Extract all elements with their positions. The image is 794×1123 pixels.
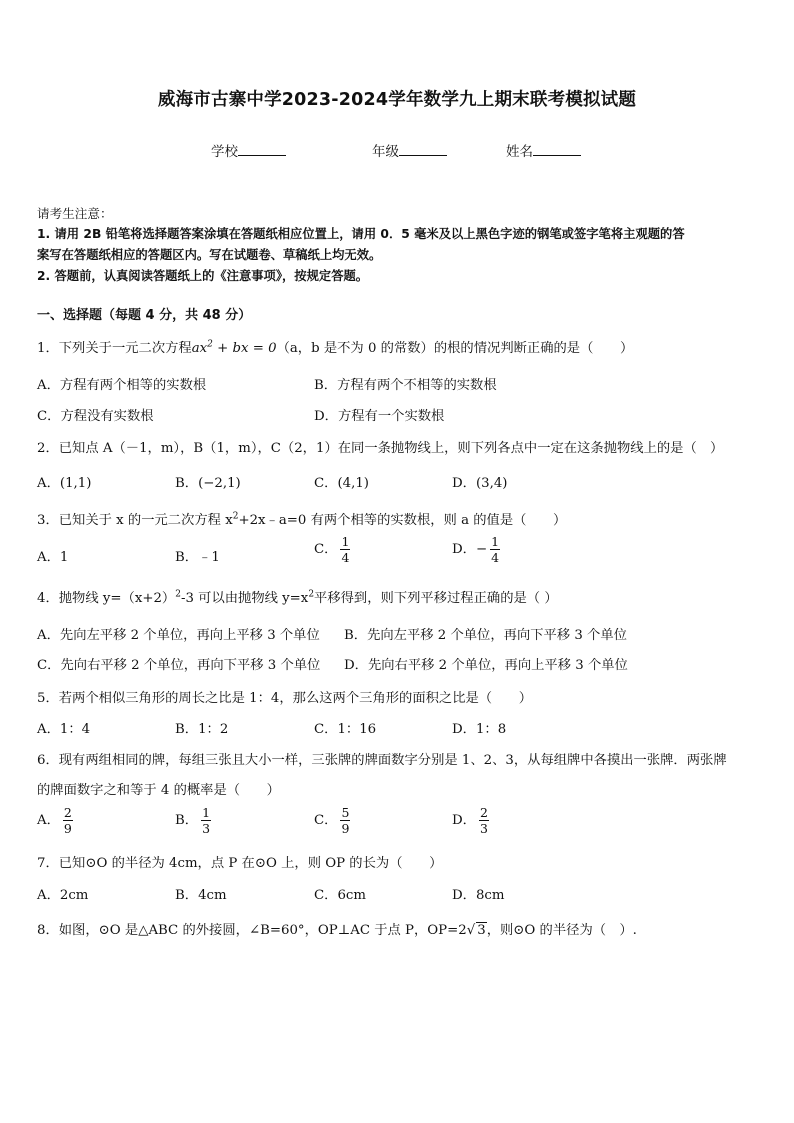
name-field xyxy=(506,140,581,160)
q2-option-c[interactable]: C．(4,1) xyxy=(314,476,369,491)
q6-a-denominator: 9 xyxy=(63,821,72,836)
q2-option-a[interactable]: A．(1,1) xyxy=(37,476,92,491)
q3-option-c[interactable] xyxy=(314,535,350,564)
q4-text-c: 平移得到，则下列平移过程正确的是（ ） xyxy=(314,591,558,606)
q6-b-fraction xyxy=(201,806,211,835)
section-heading: 一、选择题（每题 4 分，共 48 分） xyxy=(37,308,252,323)
q8-radicand: 3 xyxy=(477,923,486,938)
q7-option-a[interactable]: A．2cm xyxy=(37,888,89,903)
q6-d-numerator: 2 xyxy=(479,805,488,820)
q3-c-label: C． xyxy=(314,542,338,557)
q6-option-c[interactable] xyxy=(314,806,350,835)
page-title: 威海市古寨中学2023-2024学年数学九上期末联考模拟试题 xyxy=(157,90,637,110)
q3-d-numerator: 1 xyxy=(491,534,500,549)
q6-d-label: D． xyxy=(452,813,476,828)
q3-c-denominator: 4 xyxy=(341,550,350,565)
q5-option-d[interactable]: D．1：8 xyxy=(452,722,507,737)
school-label: 学校 xyxy=(211,144,238,160)
grade-label: 年级 xyxy=(372,144,399,160)
q6-a-numerator: 2 xyxy=(63,805,72,820)
exam-notes xyxy=(37,203,685,287)
school-blank[interactable] xyxy=(238,142,286,156)
school-field xyxy=(211,140,286,160)
q1-option-b[interactable]: B．方程有两个不相等的实数根 xyxy=(314,378,497,393)
q2-option-b[interactable]: B．(−2,1) xyxy=(175,476,241,491)
q3-option-d[interactable] xyxy=(452,535,500,564)
q6-a-label: A． xyxy=(37,813,60,828)
q6-d-fraction xyxy=(479,806,489,835)
q4-option-a[interactable]: A．先向左平移 2 个单位，再向上平移 3 个单位 xyxy=(37,628,320,643)
q6-b-denominator: 3 xyxy=(202,821,211,836)
q3-prefix: 3．已知关于 x 的一元二次方程 x xyxy=(37,513,233,528)
q6-d-denominator: 3 xyxy=(479,821,488,836)
q2-option-d[interactable]: D．(3,4) xyxy=(452,476,508,491)
notes-heading: 请考生注意： xyxy=(37,206,113,221)
question-6-line-2: 的牌面数字之和等于 4 的概率是（ ） xyxy=(37,783,280,798)
grade-blank[interactable] xyxy=(399,142,447,156)
q5-option-b[interactable]: B．1：2 xyxy=(175,722,229,737)
q3-option-a[interactable]: A．1 xyxy=(37,550,69,565)
q4-text-a: 4．抛物线 y=（x+2） xyxy=(37,591,176,606)
question-8 xyxy=(37,919,637,938)
q8-prefix: 8．如图，⊙O 是△ABC 的外接圆，∠B=60°，OP⊥AC 于点 P，OP=2 xyxy=(37,923,467,938)
q5-option-a[interactable]: A．1：4 xyxy=(37,722,91,737)
q7-option-d[interactable]: D．8cm xyxy=(452,888,505,903)
name-label: 姓名 xyxy=(506,144,533,160)
q4-option-b[interactable]: B．先向左平移 2 个单位，再向下平移 3 个单位 xyxy=(344,628,627,643)
notes-line-1b: 案写在答题纸相应的答题区内。写在试题卷、草稿纸上均无效。 xyxy=(37,248,382,262)
q1-equation: $ax^2$ + bx = 0 xyxy=(191,339,277,356)
q3-c-fraction xyxy=(340,535,350,564)
q6-option-d[interactable] xyxy=(452,806,489,835)
q1-prefix: 1．下列关于一元二次方程 xyxy=(37,341,192,356)
q7-option-c[interactable]: C．6cm xyxy=(314,888,366,903)
q8-suffix: ，则⊙O 的半径为（ ）. xyxy=(486,923,637,938)
q6-option-a[interactable] xyxy=(37,806,73,835)
q3-suffix: +2x﹣a=0 有两个相等的实数根，则 a 的值是（ ） xyxy=(238,513,567,528)
question-6-line-1: 6．现有两组相同的牌，每组三张且大小一样，三张牌的牌面数字分别是 1、2、3，从每组牌中各摸出一张牌．两张牌 xyxy=(37,753,727,768)
q6-c-numerator: 5 xyxy=(341,805,350,820)
question-3: 3．已知关于 x 的一元二次方程 $x^2+2x﹣a=0$ 有两个相等的实数根，则 a 的值是（ ） xyxy=(37,511,567,528)
q6-option-b[interactable] xyxy=(175,806,211,835)
q6-a-fraction xyxy=(63,806,73,835)
q1-option-c[interactable]: C．方程没有实数根 xyxy=(37,409,154,424)
question-5: 5．若两个相似三角形的周长之比是 1：4，那么这两个三角形的面积之比是（ ） xyxy=(37,691,532,706)
q3-option-b[interactable]: B．﹣1 xyxy=(175,550,220,565)
grade-field xyxy=(372,140,447,160)
notes-line-1a: 1. 请用 2B 铅笔将选择题答案涂填在答题纸相应位置上，请用 0．5 毫米及以上黑色字迹的钢笔或签字笔将主观题的答 xyxy=(37,227,685,241)
q3-d-denominator: 4 xyxy=(491,550,500,565)
q7-option-b[interactable]: B．4cm xyxy=(175,888,227,903)
q6-c-fraction xyxy=(340,806,350,835)
q6-c-label: C． xyxy=(314,813,338,828)
sqrt-icon: √ xyxy=(466,923,476,938)
question-7: 7．已知⊙O 的半径为 4cm，点 P 在⊙O 上，则 OP 的长为（ ） xyxy=(37,856,443,871)
name-blank[interactable] xyxy=(533,142,581,156)
q5-option-c[interactable]: C．1：16 xyxy=(314,722,377,737)
question-2: 2．已知点 A（－1，m），B（1，m），C（2，1）在同一条抛物线上，则下列各点中一定在这条抛物线上的是（ ） xyxy=(37,441,724,456)
question-1 xyxy=(37,337,633,356)
q6-c-denominator: 9 xyxy=(341,821,350,836)
q6-b-label: B． xyxy=(175,813,199,828)
q3-d-label: D．− xyxy=(452,542,488,557)
q4-option-d[interactable]: D．先向右平移 2 个单位，再向上平移 3 个单位 xyxy=(344,658,628,673)
q4-text-b: -3 可以由抛物线 y=x xyxy=(180,591,309,606)
q1-suffix: （a，b 是不为 0 的常数）的根的情况判断正确的是（ ） xyxy=(276,341,634,356)
q4-option-c[interactable]: C．先向右平移 2 个单位，再向下平移 3 个单位 xyxy=(37,658,321,673)
notes-line-2: 2. 答题前，认真阅读答题纸上的《注意事项》，按规定答题。 xyxy=(37,269,369,283)
q6-b-numerator: 1 xyxy=(202,805,211,820)
question-4: 4．抛物线 $y=(x+2)^2-3$ 可以由抛物线 $y=x^2$平移得到，则下列平移过程正确的是（ ） xyxy=(37,589,558,606)
q3-c-numerator: 1 xyxy=(341,534,350,549)
q3-d-fraction xyxy=(490,535,500,564)
q1-option-a[interactable]: A．方程有两个相等的实数根 xyxy=(37,378,207,393)
q1-option-d[interactable]: D．方程有一个实数根 xyxy=(314,409,445,424)
